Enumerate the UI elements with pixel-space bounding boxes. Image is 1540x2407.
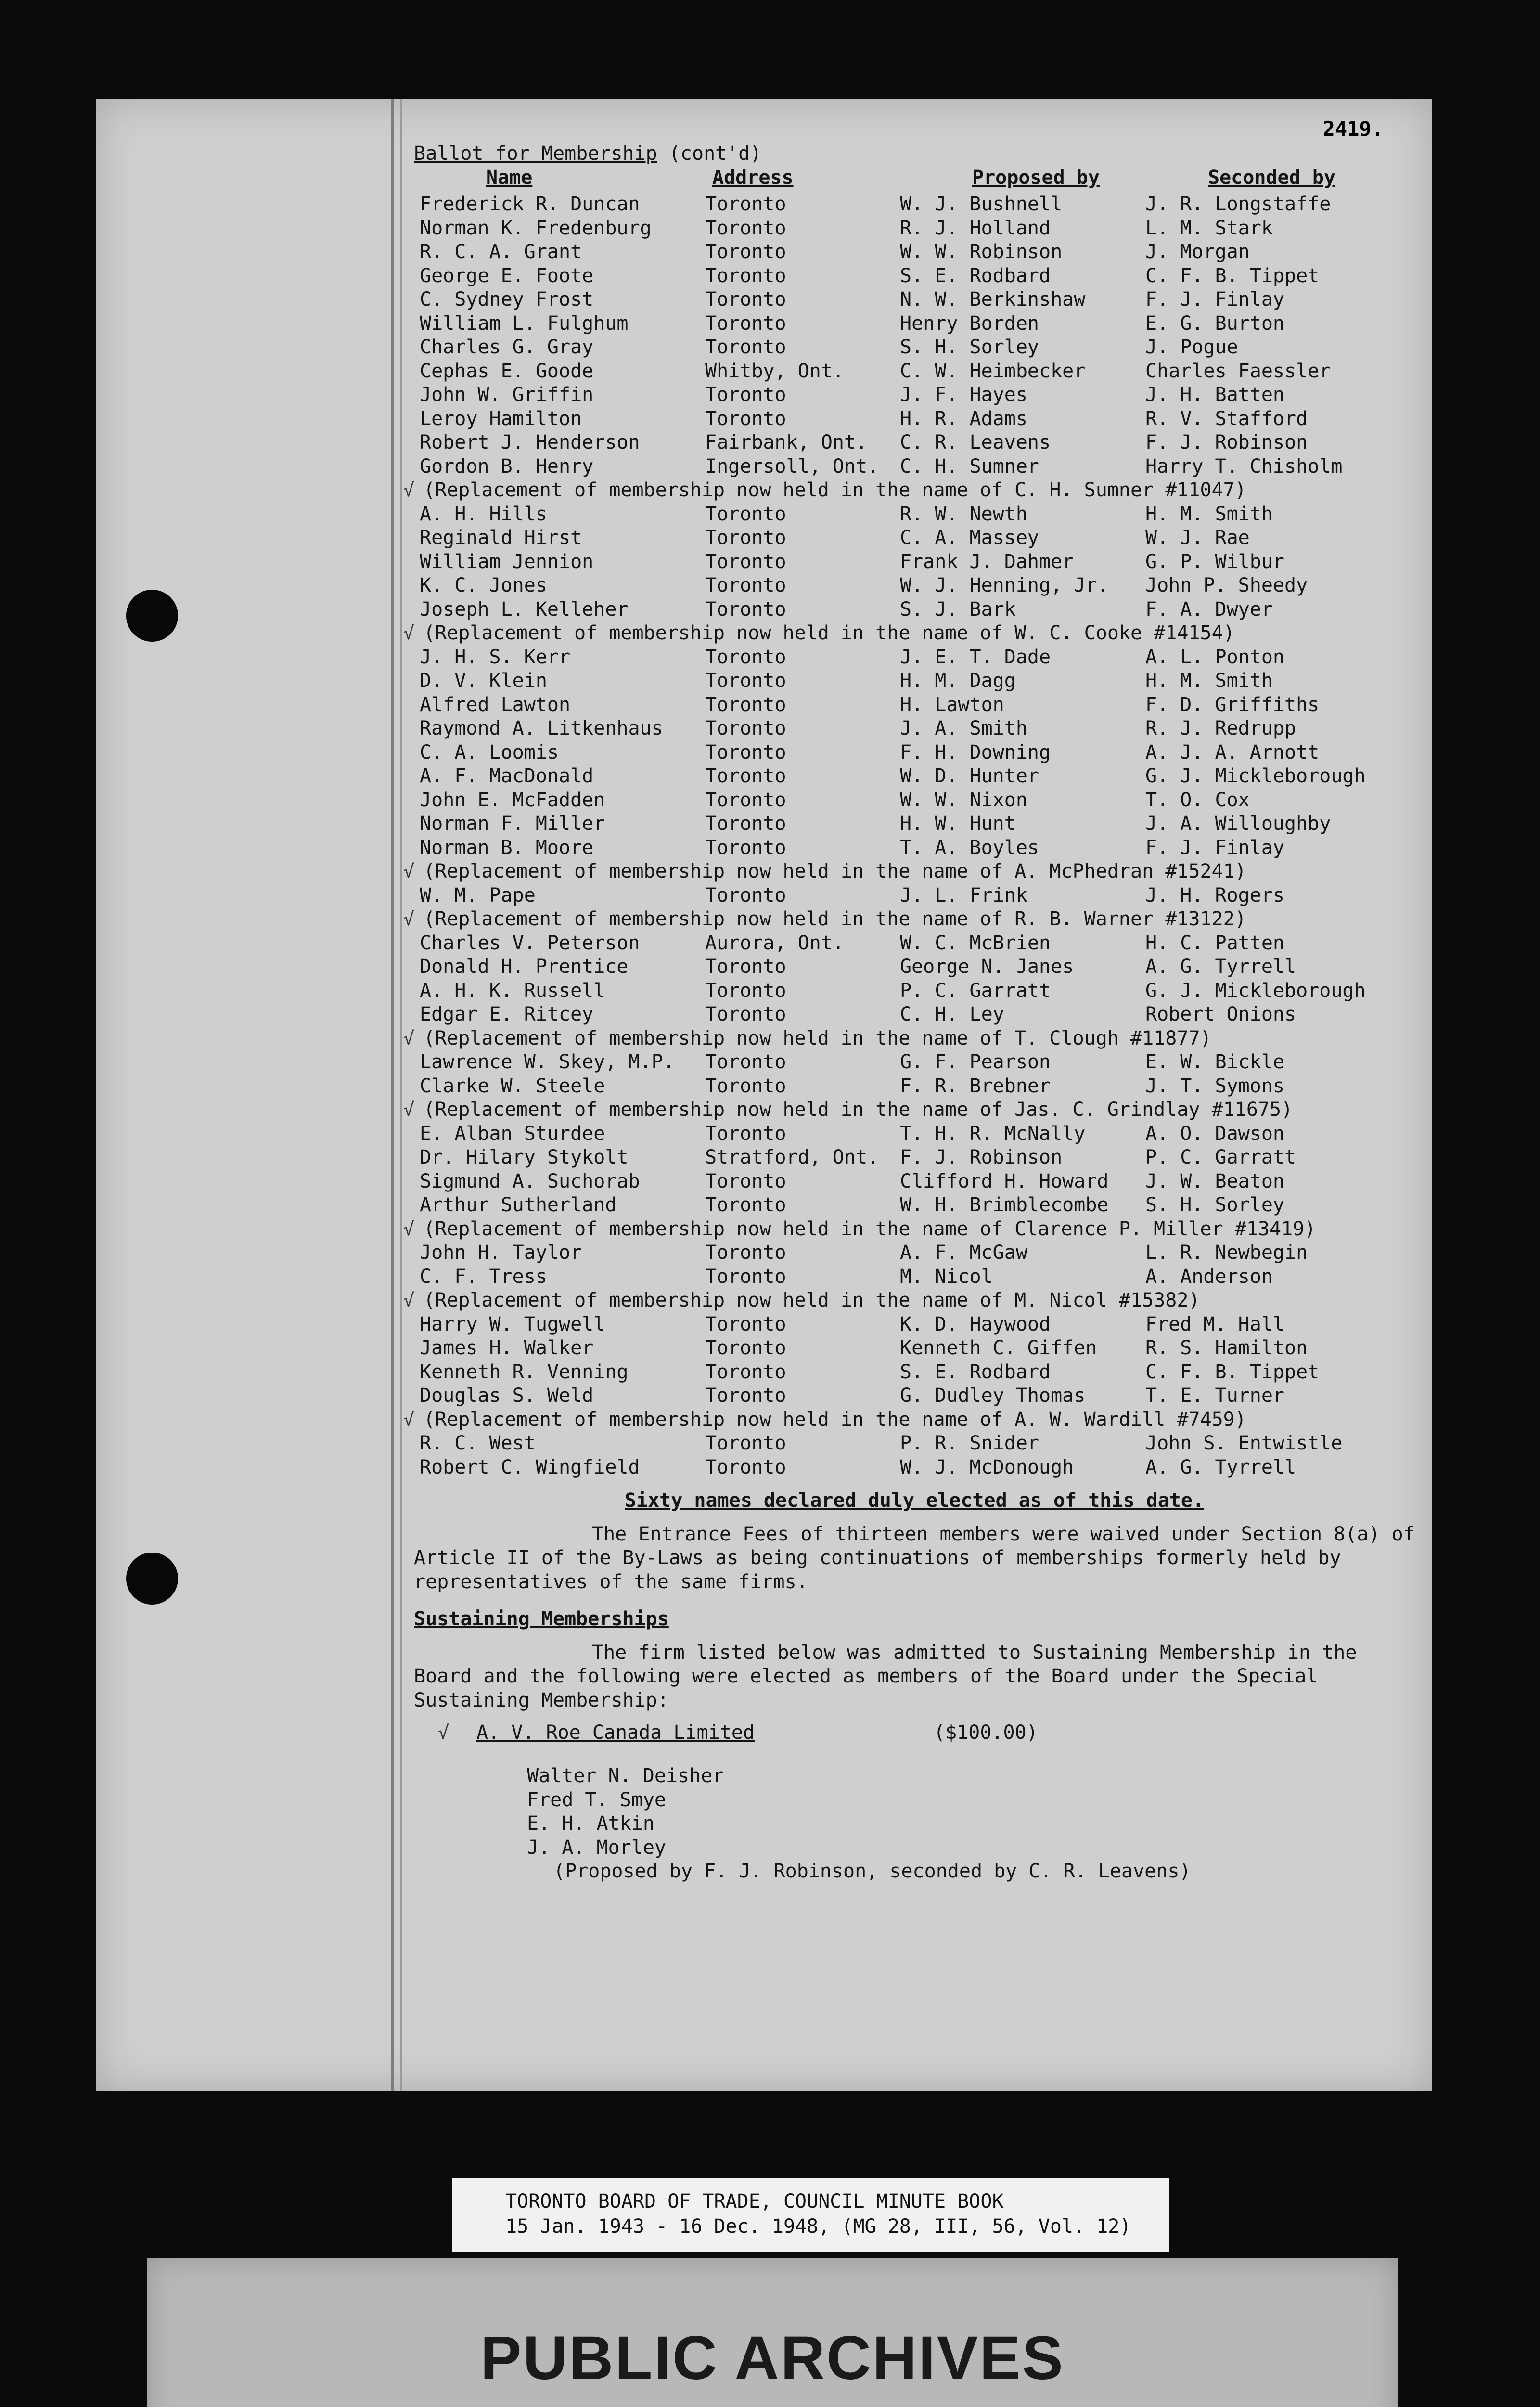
member-seconded-by: E. G. Burton [1145,312,1284,335]
member-row [414,407,1415,431]
firm-amount: ($100.00) [934,1721,1038,1744]
member-proposed-by: R. W. Newth [900,503,1027,525]
member-seconded-by: J. H. Batten [1145,384,1284,406]
member-address: Toronto [705,1265,786,1288]
member-address: Toronto [705,741,786,764]
member-seconded-by: A. G. Tyrrell [1145,956,1296,978]
member-name: Joseph L. Kelleher [420,598,629,621]
member-address: Toronto [705,693,786,716]
member-proposed-by: Frank J. Dahmer [900,550,1074,573]
member-proposed-by: J. A. Smith [900,717,1027,739]
member-seconded-by: A. Anderson [1145,1265,1273,1288]
member-name: Frederick R. Duncan [420,193,640,215]
member-name: George E. Foote [420,264,594,287]
member-seconded-by: R. J. Redrupp [1145,717,1296,739]
member-name: Donald H. Prentice [420,956,629,978]
member-seconded-by: C. F. B. Tippet [1145,264,1320,287]
member-seconded-by: R. V. Stafford [1145,407,1308,430]
member-row [414,669,1415,693]
member-proposed-by: Kenneth C. Giffen [900,1337,1097,1359]
member-seconded-by: L. R. Newbegin [1145,1242,1308,1264]
replacement-note [403,1408,1415,1432]
member-address: Toronto [705,1051,786,1073]
member-name: A. H. Hills [420,503,547,525]
member-row [414,1050,1415,1074]
member-seconded-by: A. L. Ponton [1145,646,1284,668]
member-address: Toronto [705,1122,786,1145]
member-address: Toronto [705,550,786,573]
member-proposed-by: W. J. McDonough [900,1456,1074,1478]
ballot-title-suffix: (cont'd) [657,142,762,165]
member-seconded-by: S. H. Sorley [1145,1194,1284,1216]
col-header-seconded: Seconded by [1208,167,1335,189]
member-address: Toronto [705,312,786,335]
member-row [414,979,1415,1003]
member-address: Stratford, Ont. [705,1146,879,1168]
member-proposed-by: P. C. Garratt [900,979,1051,1002]
member-proposed-by: George N. Janes [900,956,1074,978]
member-seconded-by: Robert Onions [1145,1003,1296,1025]
member-row [414,646,1415,670]
replacement-note [403,860,1415,884]
member-address: Toronto [705,503,786,525]
member-address: Toronto [705,670,786,692]
member-proposed-by: C. W. Heimbecker [900,360,1086,382]
member-row [414,836,1415,860]
member-seconded-by: F. A. Dwyer [1145,598,1273,621]
member-proposed-by: H. Lawton [900,693,1004,716]
replacement-note-text: (Replacement of membership now held in the name of Clarence P. Miller #13419) [424,1217,1316,1240]
member-proposed-by: J. L. Frink [900,884,1027,906]
replacement-note-text: (Replacement of membership now held in the name of A. W. Wardill #7459) [424,1408,1246,1431]
member-name: A. F. MacDonald [420,765,594,787]
member-proposed-by: J. F. Hayes [900,384,1027,406]
member-address: Toronto [705,836,786,859]
member-name: Lawrence W. Skey, M.P. [420,1051,675,1073]
member-proposed-by: F. H. Downing [900,741,1051,764]
member-row [414,1313,1415,1337]
member-name: Norman B. Moore [420,836,594,859]
member-row [414,1241,1415,1265]
member-address: Aurora, Ont. [705,932,844,954]
member-seconded-by: J. W. Beaton [1145,1170,1284,1192]
member-seconded-by: F. J. Finlay [1145,288,1284,311]
member-row [414,1456,1415,1480]
member-proposed-by: P. R. Snider [900,1432,1039,1454]
sustaining-heading: Sustaining Memberships [414,1608,669,1630]
check-mark-icon: √ [403,1218,414,1240]
member-address: Toronto [705,789,786,811]
member-address: Toronto [705,1456,786,1478]
document-page [96,99,1432,2091]
member-row [414,1384,1415,1408]
check-mark-icon: √ [403,1027,414,1049]
member-name: John W. Griffin [420,384,594,406]
member-proposed-by: Clifford H. Howard [900,1170,1109,1192]
member-seconded-by: John P. Sheedy [1145,574,1308,596]
replacement-note [403,1217,1415,1242]
member-proposed-by: W. W. Nixon [900,789,1027,811]
member-address: Toronto [705,336,786,358]
member-seconded-by: R. S. Hamilton [1145,1337,1308,1359]
member-name: Edgar E. Ritcey [420,1003,594,1025]
sustaining-member: Fred T. Smye [527,1788,666,1811]
member-row [414,717,1415,741]
member-proposed-by: W. J. Henning, Jr. [900,574,1109,596]
fees-paragraph: The Entrance Fees of thirteen members were waived under Section 8(a) of Article II of the By-Laws as being continuations of memberships formerly held by representatives of the same firms. [414,1523,1415,1593]
member-address: Toronto [705,193,786,215]
member-proposed-by: A. F. McGaw [900,1242,1027,1264]
member-name: Leroy Hamilton [420,407,582,430]
member-seconded-by: W. J. Rae [1145,527,1250,549]
member-name: Arthur Sutherland [420,1194,617,1216]
check-mark-icon: √ [403,622,414,644]
member-row [414,1193,1415,1217]
member-proposed-by: C. H. Ley [900,1003,1004,1025]
member-row [414,503,1415,527]
member-row [414,812,1415,836]
member-row [414,955,1415,979]
member-row [414,360,1415,384]
member-seconded-by: H. M. Smith [1145,670,1273,692]
member-seconded-by: J. R. Longstaffe [1145,193,1331,215]
member-row [414,1074,1415,1099]
member-row [414,1170,1415,1194]
column-headers [414,166,1415,193]
member-seconded-by: Harry T. Chisholm [1145,455,1343,478]
check-mark-icon: √ [403,1099,414,1120]
member-address: Ingersoll, Ont. [705,455,879,478]
member-address: Toronto [705,1337,786,1359]
col-header-name: Name [486,167,533,189]
member-proposed-by: Henry Borden [900,312,1039,335]
member-name: C. A. Loomis [420,741,559,764]
member-row [414,217,1415,241]
member-seconded-by: H. C. Patten [1145,932,1284,954]
member-seconded-by: Charles Faessler [1145,360,1331,382]
member-name: John E. McFadden [420,789,605,811]
member-proposed-by: H. M. Dagg [900,670,1016,692]
member-seconded-by: A. G. Tyrrell [1145,1456,1296,1478]
member-address: Toronto [705,646,786,668]
member-address: Toronto [705,598,786,621]
replacement-note [403,479,1415,503]
punch-hole-bottom [126,1553,178,1605]
member-row [414,693,1415,717]
member-seconded-by: L. M. Stark [1145,217,1273,239]
member-address: Toronto [705,384,786,406]
member-name: W. M. Pape [420,884,536,906]
member-list [403,193,1415,1479]
member-name: Gordon B. Henry [420,455,594,478]
member-row [414,1265,1415,1289]
member-address: Toronto [705,1360,786,1383]
member-proposed-by: F. R. Brebner [900,1074,1051,1097]
member-proposed-by: T. H. R. McNally [900,1122,1086,1145]
archive-label-line1: TORONTO BOARD OF TRADE, COUNCIL MINUTE BOOK [505,2190,1004,2213]
member-proposed-by: W. D. Hunter [900,765,1039,787]
replacement-note-text: (Replacement of membership now held in the name of W. C. Cooke #14154) [424,622,1235,644]
page-number: 2419. [1322,117,1384,141]
member-row [414,574,1415,598]
member-seconded-by: J. Morgan [1145,241,1250,263]
firm-name: A. V. Roe Canada Limited [476,1721,755,1744]
member-proposed-by: T. A. Boyles [900,836,1039,859]
minutes-content [403,123,1415,1884]
elected-statement [414,1489,1415,1513]
member-seconded-by: John S. Entwistle [1145,1432,1343,1454]
member-seconded-by: Fred M. Hall [1145,1313,1284,1335]
replacement-note-text: (Replacement of membership now held in the name of C. H. Sumner #11047) [424,479,1246,501]
member-seconded-by: F. J. Finlay [1145,836,1284,859]
replacement-note-text: (Replacement of membership now held in the name of T. Clough #11877) [424,1027,1212,1049]
member-name: A. H. K. Russell [420,979,605,1002]
member-proposed-by: F. J. Robinson [900,1146,1063,1168]
member-row [414,598,1415,622]
member-row [414,741,1415,765]
sustaining-member: J. A. Morley [527,1836,666,1859]
member-proposed-by: G. F. Pearson [900,1051,1051,1073]
member-name: Cephas E. Goode [420,360,594,382]
member-name: John H. Taylor [420,1242,582,1264]
archive-label-line2: 15 Jan. 1943 - 16 Dec. 1948, (MG 28, III, 56, Vol. 12) [505,2215,1131,2238]
member-row [414,193,1415,217]
member-seconded-by: C. F. B. Tippet [1145,1360,1320,1383]
member-address: Toronto [705,1313,786,1335]
member-proposed-by: J. E. T. Dade [900,646,1051,668]
member-proposed-by: S. E. Rodbard [900,1360,1051,1383]
member-row [414,312,1415,336]
member-row [414,288,1415,312]
member-address: Toronto [705,264,786,287]
member-name: Clarke W. Steele [420,1074,605,1097]
member-row [414,526,1415,550]
archives-stamp [147,2258,1398,2407]
member-seconded-by: G. P. Wilbur [1145,550,1284,573]
replacement-note [403,1289,1415,1313]
member-address: Toronto [705,1432,786,1454]
member-address: Toronto [705,717,786,739]
member-name: Kenneth R. Venning [420,1360,629,1383]
member-proposed-by: W. H. Brimblecombe [900,1194,1109,1216]
archive-label [452,2178,1169,2252]
sustaining-members [414,1764,1415,1884]
check-mark-icon: √ [403,479,414,501]
punch-hole-top [126,590,178,642]
member-seconded-by: A. O. Dawson [1145,1122,1284,1145]
replacement-note [403,907,1415,932]
check-mark-icon: √ [438,1722,449,1743]
elected-text: Sixty names declared duly elected as of this date. [624,1489,1205,1512]
member-proposed-by: W. C. McBrien [900,932,1051,954]
member-address: Toronto [705,765,786,787]
member-proposed-by: M. Nicol [900,1265,993,1288]
member-row [414,884,1415,908]
member-proposed-by: C. A. Massey [900,527,1039,549]
member-name: Charles V. Peterson [420,932,640,954]
member-name: Douglas S. Weld [420,1385,594,1407]
member-proposed-by: N. W. Berkinshaw [900,288,1086,311]
member-row [414,764,1415,789]
member-row [414,240,1415,264]
check-mark-icon: √ [403,861,414,882]
member-name: Robert C. Wingfield [420,1456,640,1478]
member-proposed-by: C. R. Leavens [900,431,1051,453]
member-proposed-by: K. D. Haywood [900,1313,1051,1335]
member-proposed-by: W. J. Bushnell [900,193,1063,215]
member-address: Toronto [705,1170,786,1192]
member-proposed-by: H. R. Adams [900,407,1027,430]
member-seconded-by: H. M. Smith [1145,503,1273,525]
member-seconded-by: J. Pogue [1145,336,1238,358]
col-header-address: Address [712,167,794,189]
member-address: Toronto [705,1385,786,1407]
member-name: C. Sydney Frost [420,288,594,311]
sustaining-firm-row [414,1721,1415,1750]
ballot-heading [414,142,1415,166]
member-row [414,431,1415,455]
member-address: Toronto [705,527,786,549]
member-row [414,264,1415,288]
member-name: J. H. S. Kerr [420,646,571,668]
replacement-note [403,1098,1415,1122]
col-header-proposed: Proposed by [972,167,1100,189]
member-address: Toronto [705,979,786,1002]
sustaining-member: E. H. Atkin [527,1812,654,1835]
member-name: Alfred Lawton [420,693,571,716]
member-address: Toronto [705,1242,786,1264]
member-address: Toronto [705,574,786,596]
member-name: Norman F. Miller [420,813,605,835]
member-proposed-by: W. W. Robinson [900,241,1063,263]
member-row [414,932,1415,956]
member-address: Toronto [705,288,786,311]
member-name: Norman K. Fredenburg [420,217,652,239]
sustaining-proposal: (Proposed by F. J. Robinson, seconded by C. R. Leavens) [553,1860,1191,1882]
replacement-note-text: (Replacement of membership now held in the name of Jas. C. Grindlay #11675) [424,1099,1293,1121]
member-seconded-by: F. J. Robinson [1145,431,1308,453]
member-seconded-by: J. H. Rogers [1145,884,1284,906]
member-name: R. C. A. Grant [420,241,582,263]
member-row [414,1146,1415,1170]
member-name: Robert J. Henderson [420,431,640,453]
member-proposed-by: S. H. Sorley [900,336,1039,358]
member-name: Charles G. Gray [420,336,594,358]
member-name: Harry W. Tugwell [420,1313,605,1335]
member-proposed-by: C. H. Sumner [900,455,1039,478]
member-proposed-by: S. E. Rodbard [900,264,1051,287]
member-address: Whitby, Ont. [705,360,844,382]
member-row [414,336,1415,360]
replacement-note [403,1027,1415,1051]
member-row [414,383,1415,407]
member-name: D. V. Klein [420,670,547,692]
member-address: Toronto [705,407,786,430]
member-name: K. C. Jones [420,574,547,596]
sustaining-member: Walter N. Deisher [527,1765,724,1787]
sustaining-paragraph: The firm listed below was admitted to Sustaining Membership in the Board and the following were elected as members of the Board under the Special Sustaining Membership: [414,1641,1357,1711]
member-proposed-by: G. Dudley Thomas [900,1385,1086,1407]
member-seconded-by: J. A. Willoughby [1145,813,1331,835]
member-address: Toronto [705,1074,786,1097]
member-address: Toronto [705,956,786,978]
member-seconded-by: J. T. Symons [1145,1074,1284,1097]
margin-rule [391,99,394,2091]
member-name: James H. Walker [420,1337,594,1359]
member-proposed-by: R. J. Holland [900,217,1051,239]
member-address: Toronto [705,813,786,835]
replacement-note [403,621,1415,646]
replacement-note-text: (Replacement of membership now held in the name of A. McPhedran #15241) [424,860,1246,882]
member-row [414,1432,1415,1456]
member-name: Sigmund A. Suchorab [420,1170,640,1192]
member-seconded-by: P. C. Garratt [1145,1146,1296,1168]
member-row [414,1003,1415,1027]
check-mark-icon: √ [403,908,414,930]
member-seconded-by: G. J. Mickleborough [1145,765,1366,787]
member-name: C. F. Tress [420,1265,547,1288]
member-proposed-by: H. W. Hunt [900,813,1016,835]
ballot-title: Ballot for Membership [414,142,657,165]
member-name: Dr. Hilary Stykolt [420,1146,629,1168]
member-row [414,1336,1415,1360]
member-address: Toronto [705,884,786,906]
member-address: Fairbank, Ont. [705,431,868,453]
stamp-line-1: PUBLIC ARCHIVES [480,2324,1065,2393]
margin-rule-secondary [400,99,402,2091]
replacement-note-text: (Replacement of membership now held in the name of R. B. Warner #13122) [424,908,1246,930]
member-name: Reginald Hirst [420,527,582,549]
member-proposed-by: S. J. Bark [900,598,1016,621]
member-seconded-by: F. D. Griffiths [1145,693,1320,716]
member-row [414,1360,1415,1385]
member-seconded-by: E. W. Bickle [1145,1051,1284,1073]
member-name: Raymond A. Litkenhaus [420,717,663,739]
member-row [414,789,1415,813]
member-address: Toronto [705,1003,786,1025]
member-address: Toronto [705,241,786,263]
member-row [414,550,1415,574]
member-name: William Jennion [420,550,594,573]
member-seconded-by: A. J. A. Arnott [1145,741,1320,764]
replacement-note-text: (Replacement of membership now held in the name of M. Nicol #15382) [424,1289,1200,1311]
member-seconded-by: T. E. Turner [1145,1385,1284,1407]
member-name: William L. Fulghum [420,312,629,335]
check-mark-icon: √ [403,1290,414,1311]
member-address: Toronto [705,217,786,239]
member-row [414,1122,1415,1146]
check-mark-icon: √ [403,1409,414,1430]
member-seconded-by: G. J. Mickleborough [1145,979,1366,1002]
member-seconded-by: T. O. Cox [1145,789,1250,811]
member-name: E. Alban Sturdee [420,1122,605,1145]
member-address: Toronto [705,1194,786,1216]
member-name: R. C. West [420,1432,536,1454]
member-row [414,455,1415,479]
